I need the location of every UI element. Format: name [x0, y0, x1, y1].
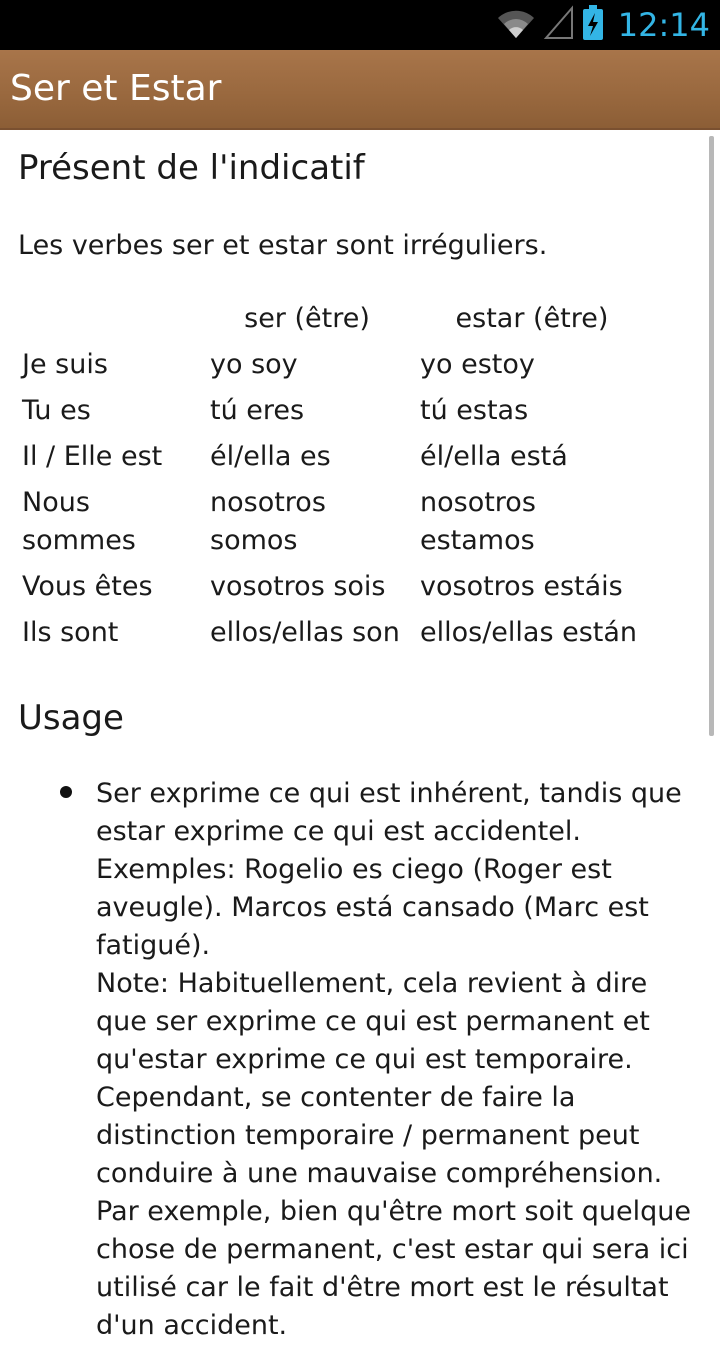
app-title: Ser et Estar	[10, 68, 222, 109]
table-cell: vosotros sois	[210, 571, 386, 602]
table-cell: él/ella es	[210, 441, 331, 472]
table-cell: Je suis	[22, 349, 108, 380]
table-cell: Il / Elle est	[22, 441, 163, 472]
table-cell: nosotros estamos	[420, 487, 536, 556]
table-cell: ellos/ellas son	[210, 617, 400, 648]
status-bar	[0, 0, 720, 50]
table-cell: vosotros estáis	[420, 571, 623, 602]
table-cell: yo soy	[210, 349, 298, 380]
table-header	[14, 300, 202, 344]
usage-list	[96, 775, 696, 1345]
table-row	[14, 344, 652, 390]
bullet-icon	[60, 786, 72, 798]
signal-icon	[544, 6, 574, 44]
status-icons	[496, 0, 710, 50]
table-row	[14, 566, 652, 612]
usage-paragraph: Ser exprime ce qui est inhérent, tandis que estar exprime ce qui est accidentel. Exemples: Rogelio es ciego (Roger est aveugle). Marcos está cansado (Marc est fatigué).	[96, 778, 682, 961]
table-row	[14, 436, 652, 482]
intro-text: Les verbes ser et estar sont irréguliers.	[18, 230, 548, 261]
table-cell: tú eres	[210, 395, 305, 426]
table-row	[14, 612, 652, 658]
usage-note: Note: Habituellement, cela revient à dire que ser exprime ce qui est permanent et qu'estar exprime ce qui est temporaire. Cependant, se contenter de faire la distinction temporaire / permanent peut conduire à une mauvaise compréhension. Par exemple, bien qu'être mort soit quelque chose de permanent, c'est estar qui sera ici utilisé car le fait d'être mort est le résultat d'un accident.	[96, 968, 692, 1341]
table-cell: Nous sommes	[22, 487, 136, 556]
table-cell: Tu es	[22, 395, 91, 426]
scrollbar[interactable]	[709, 136, 714, 736]
table-cell: yo estoy	[420, 349, 535, 380]
section-title-present: Présent de l'indicatif	[18, 148, 365, 188]
status-time: 12:14	[617, 6, 710, 44]
table-cell: Ils sont	[22, 617, 119, 648]
table-row	[14, 390, 652, 436]
list-item	[96, 775, 696, 1345]
table-cell: Vous êtes	[22, 571, 153, 602]
battery-charging-icon	[582, 5, 604, 45]
section-title-usage: Usage	[18, 698, 124, 738]
table-header: estar (être)	[455, 302, 609, 334]
table-cell: tú estas	[420, 395, 529, 426]
conjugation-table	[14, 300, 652, 658]
table-row	[14, 482, 652, 566]
table-cell: nosotros somos	[210, 487, 326, 556]
action-bar	[0, 50, 720, 130]
table-header: ser (être)	[244, 302, 370, 334]
table-cell: ellos/ellas están	[420, 617, 638, 648]
wifi-icon	[496, 6, 536, 44]
content-scroll-area[interactable]	[0, 130, 720, 1341]
table-cell: él/ella está	[420, 441, 568, 472]
table-header-row	[14, 300, 652, 344]
